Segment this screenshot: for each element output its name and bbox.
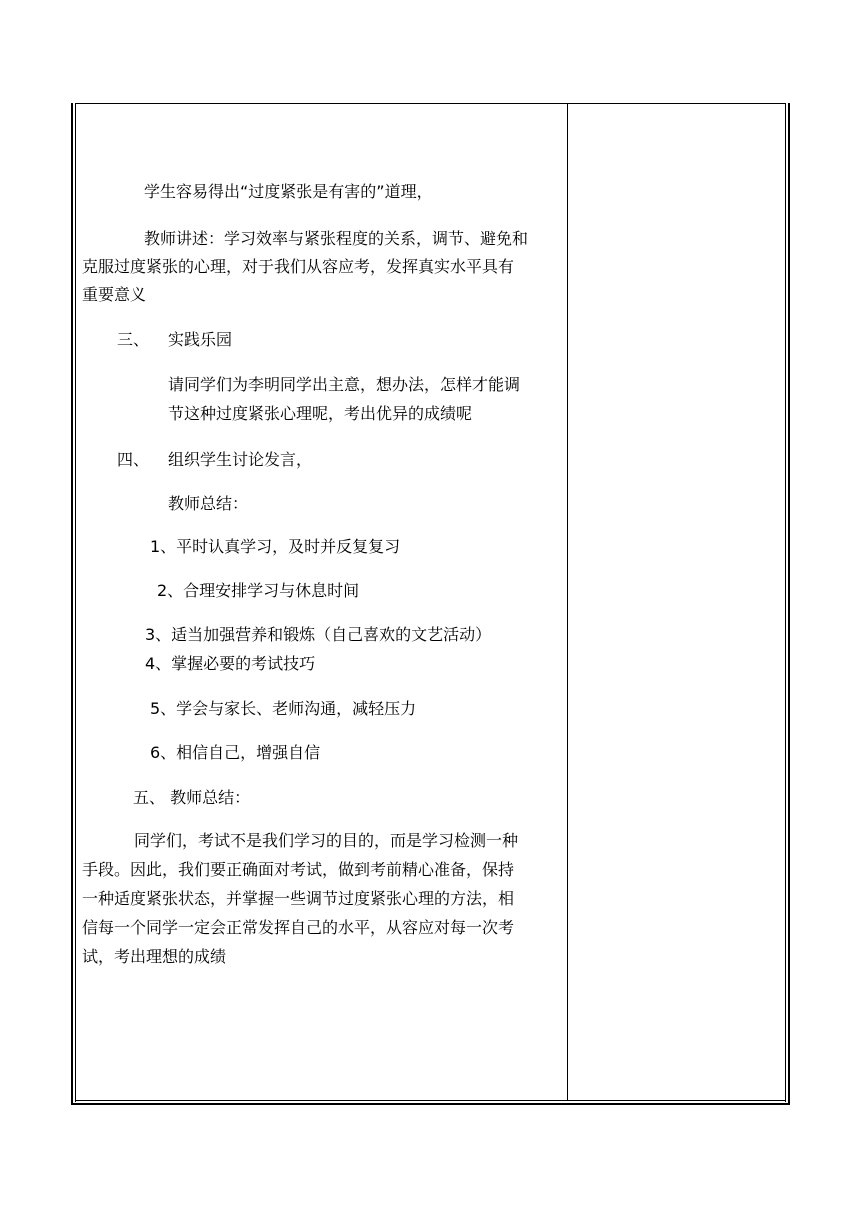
paragraph-teacher-explain-line1: 教师讲述：学习效率与紧张程度的关系，调节、避免和 — [144, 229, 529, 248]
paragraph-teacher-explain-line3: 重要意义 — [82, 285, 147, 304]
section-4-title: 组织学生讨论发言， — [168, 450, 313, 469]
section-3-line2: 节这种过度紧张心理呢，考出优异的成绩呢 — [168, 404, 473, 423]
summary-item-5: 5、学会与家长、老师沟通，减轻压力 — [150, 699, 417, 718]
section-5-line1: 同学们，考试不是我们学习的目的，而是学习检测一种 — [134, 831, 519, 850]
section-5-line2: 手段。因此，我们要正确面对考试，做到考前精心准备，保持 — [82, 860, 515, 879]
paragraph-teacher-explain-line2: 克服过度紧张的心理，对于我们从容应考，发挥真实水平具有 — [82, 257, 515, 276]
table-border-left — [71, 103, 73, 1105]
summary-item-3: 3、适当加强营养和锻炼（自己喜欢的文艺活动） — [145, 625, 492, 644]
table-border-right — [788, 103, 790, 1105]
section-5-heading: 五、 教师总结： — [133, 788, 251, 807]
section-4-subheading: 教师总结： — [168, 494, 249, 513]
summary-item-2: 2、合理安排学习与休息时间 — [157, 581, 360, 600]
section-4-number: 四、 — [117, 450, 150, 469]
summary-item-6: 6、相信自己，增强自信 — [150, 743, 321, 762]
section-5-line5: 试，考出理想的成绩 — [82, 947, 227, 966]
table-border-top — [75, 103, 786, 104]
paragraph-student-conclusion: 学生容易得出“过度紧张是有害的”道理， — [144, 182, 433, 201]
summary-item-1: 1、平时认真学习，及时并反复复习 — [150, 537, 401, 556]
table-border-bottom-inner — [75, 1100, 786, 1101]
table-border-left-inner — [75, 103, 76, 1102]
table-border-bottom — [71, 1103, 790, 1105]
column-divider — [567, 103, 568, 1100]
section-3-line1: 请同学们为李明同学出主意，想办法，怎样才能调 — [168, 375, 521, 394]
section-3-number: 三、 — [117, 330, 150, 349]
section-3-title: 实践乐园 — [168, 330, 233, 349]
section-5-line3: 一种适度紧张状态，并掌握一些调节过度紧张心理的方法，相 — [82, 889, 515, 908]
section-5-line4: 信每一个同学一定会正常发挥自己的水平，从容应对每一次考 — [82, 918, 515, 937]
table-border-right-inner — [785, 103, 786, 1102]
summary-item-4: 4、掌握必要的考试技巧 — [145, 654, 316, 673]
